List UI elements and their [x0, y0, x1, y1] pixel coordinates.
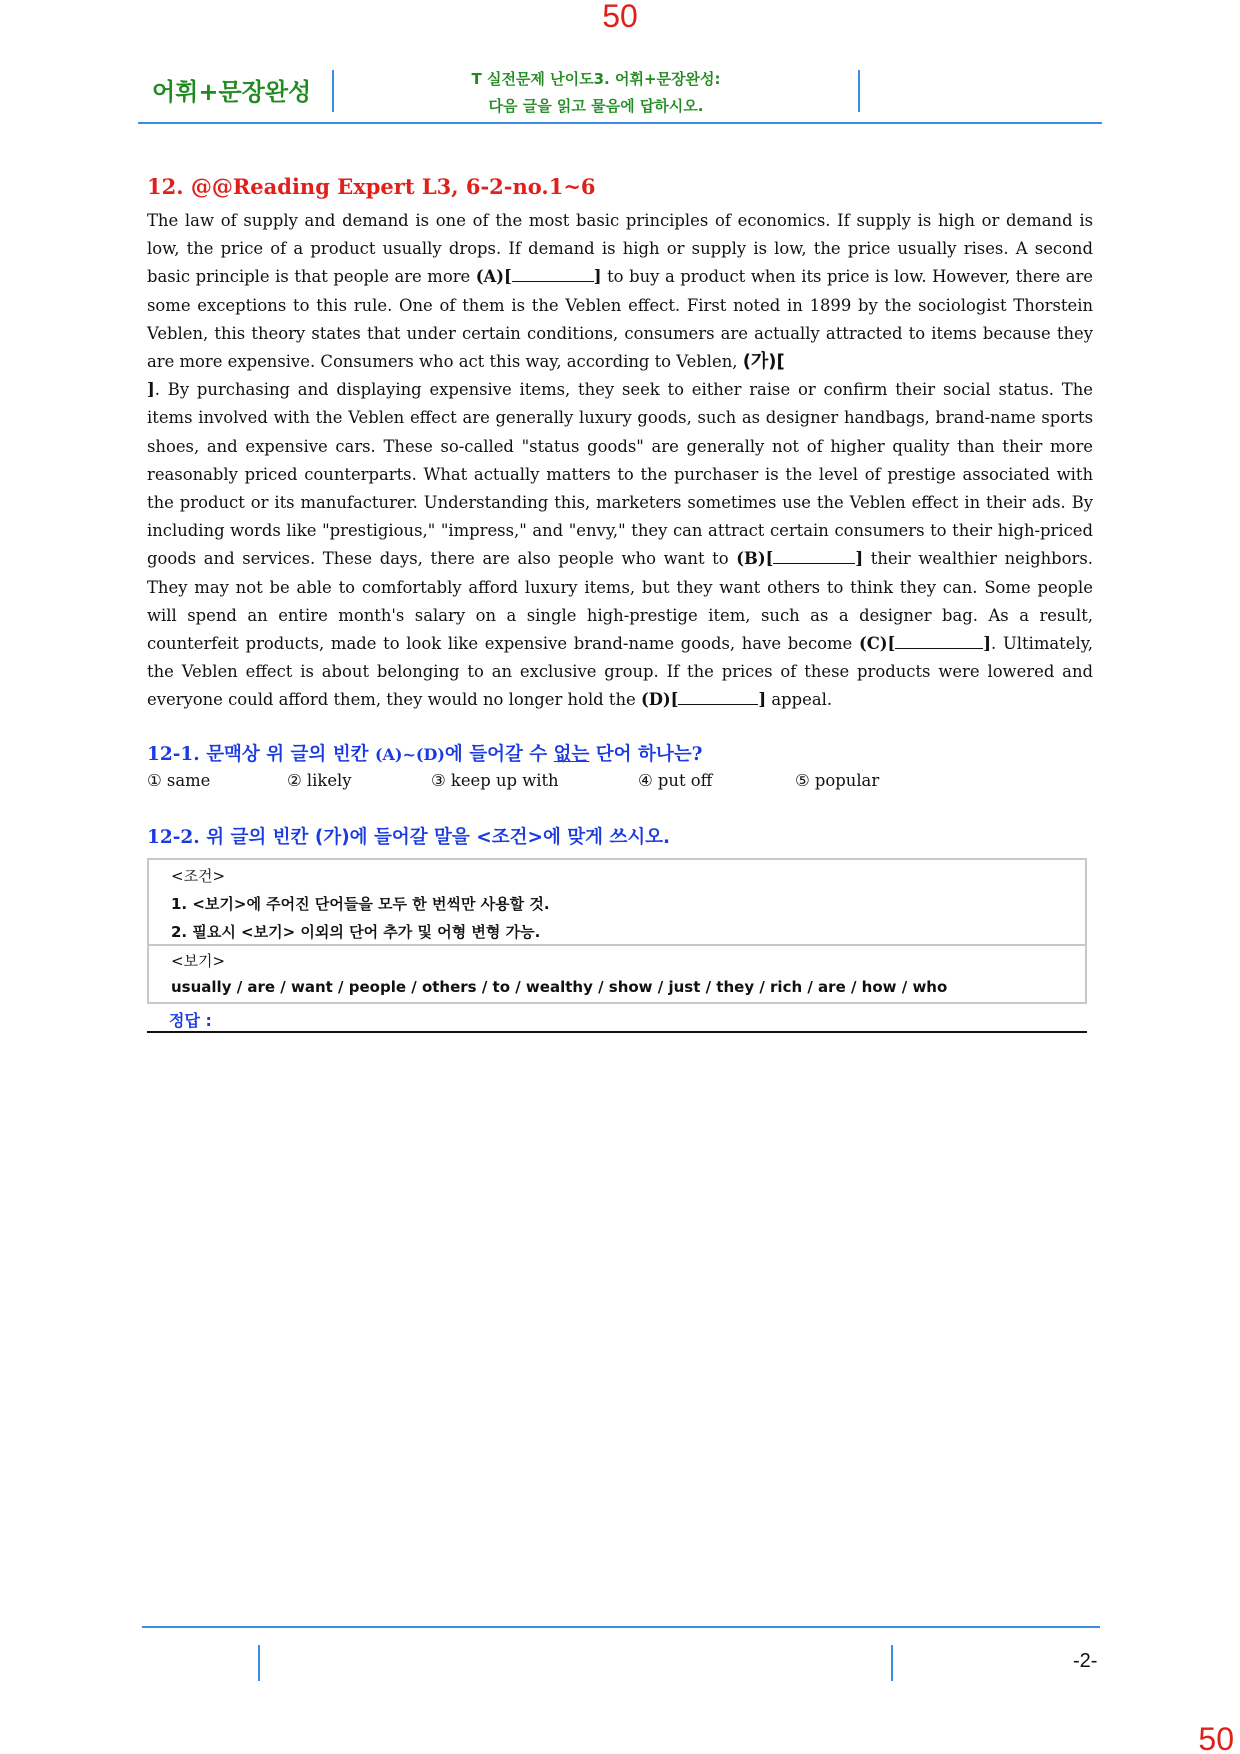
footer-divider [891, 1645, 893, 1681]
blank-d: (D)[ ] [640, 690, 767, 710]
choice-3[interactable]: ③ keep up with [431, 771, 559, 790]
conditions-box [147, 858, 1087, 1004]
footer-page-number: -2- [1073, 1650, 1098, 1672]
choice-4[interactable]: ④ put off [638, 771, 713, 790]
box-divider [149, 944, 1085, 946]
bogi-title: <보기> [171, 952, 226, 970]
question-title: 12. @@Reading Expert L3, 6-2-no.1~6 [147, 174, 596, 199]
blank-ga: (가)[ [742, 351, 785, 373]
answer-field[interactable] [147, 1004, 1087, 1033]
reading-passage: The law of supply and demand is one of the most basic principles of economics. If supply is high or demand is low, the price of a product usually drops. If demand is high or supply is low, the price usually rises. A second basic principle is that people are more (A)[ ] to buy a product when its price is low. However, there are some exceptions to this rule. One of them is the Veblen effect. First noted in 1899 by the sociologist Thorstein Veblen, this theory states that under certain conditions, consumers are actually attracted to items because they are more expensive. Consumers who act this way, according to Veblen, (가)[ ]. By purchasing and displaying expensive items, they seek to either raise or confirm their social status. The items involved with the Veblen effect are generally luxury goods, such as designer handbags, brand-name sports shoes, and expensive cars. These so-called "status goods" are generally not of higher quality than their more reasonably priced counterparts. What actually matters to the purchaser is the level of prestige associated with the product or its manufacturer. Understanding this, marketers sometimes use the Veblen effect in their ads. By including words like "prestigious," "impress," and "envy," they can attract certain consumers to their high-priced goods and services. These days, there are also people who want to (B)[ ] their wealthier neighbors. They may not be able to comfortably afford luxury items, but they want others to think they can. Some people will spend an entire month's salary on a single high-prestige item, such as a designer bag. As a result, counterfeit products, made to look like expensive brand-name goods, have become (C)[ ]. Ultimately, the Veblen effect is about belonging to an exclusive group. If the prices of these products were lowered and everyone could afford them, they would no longer hold the (D)[ ] appeal. [147, 211, 1093, 710]
answer-choices [147, 771, 1093, 799]
bogi-words: usually / are / want / people / others / to / wealthy / show / just / they / rich / are / how / who [171, 978, 948, 996]
choice-2[interactable]: ② likely [287, 771, 352, 790]
instruction-line-2: 다음 글을 읽고 물음에 답하시오. [488, 97, 704, 115]
conditions-title: <조건> [171, 867, 226, 885]
header-instruction [334, 66, 858, 120]
footer-rule [142, 1626, 1100, 1628]
section-title: 어휘+문장완성 [152, 78, 312, 106]
condition-2: 2. 필요시 <보기> 이외의 단어 추가 및 어형 변형 가능. [171, 923, 541, 941]
blank-c: (C)[ ] [858, 634, 992, 654]
sub-question-1: 12-1. 문맥상 위 글의 빈칸 (A)~(D)에 들어갈 수 없는 단어 하나는? [147, 744, 703, 765]
page-number-top: 50 [602, 0, 638, 34]
sub-question-2: 12-2. 위 글의 빈칸 (가)에 들어갈 말을 <조건>에 맞게 쓰시오. [147, 827, 671, 848]
header-divider [858, 70, 860, 112]
condition-1: 1. <보기>에 주어진 단어들을 모두 한 번씩만 사용할 것. [171, 895, 550, 913]
page-header [138, 62, 1102, 124]
choice-1[interactable]: ① same [147, 771, 211, 790]
instruction-line-1: T 실전문제 난이도3. 어휘+문장완성: [471, 70, 721, 88]
blank-a: (A)[ ] [475, 267, 602, 287]
answer-label: 정답 : [169, 1011, 212, 1030]
footer-divider [258, 1645, 260, 1681]
choice-5[interactable]: ⑤ popular [795, 771, 880, 790]
page-number-corner: 50 [1198, 1721, 1234, 1754]
blank-b: (B)[ ] [736, 549, 864, 569]
